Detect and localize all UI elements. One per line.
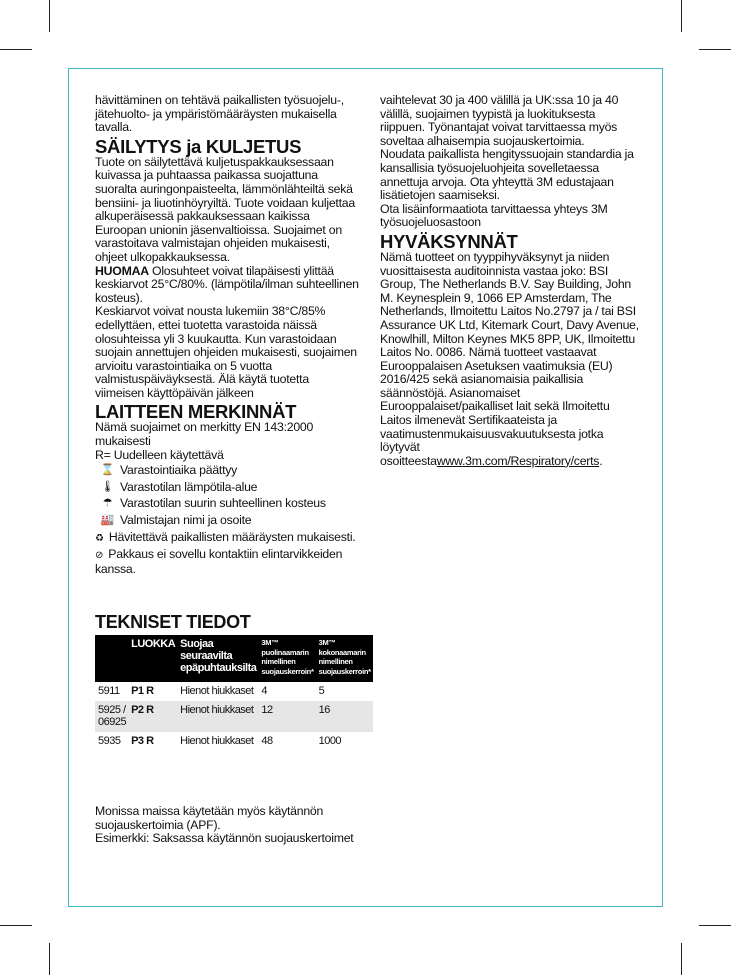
table-cell: 5935 — [98, 735, 121, 747]
table-cell: P2 R — [128, 701, 177, 732]
table-cell: Hienot hiukkaset — [177, 701, 258, 732]
crop-mark — [0, 925, 32, 926]
storage-heading: SÄILYTYS ja KULJETUS — [95, 135, 302, 157]
crop-mark — [681, 0, 682, 32]
no-food-contact-icon: ⊘ — [95, 550, 104, 562]
table-cell: 5911 — [98, 685, 120, 697]
markings-heading: LAITTEEN MERKINNÄT — [95, 401, 297, 423]
note-text: Olosuhteet voivat tilapäisesti ylittää keskiarvot 25°C/80%. (lämpötila/ilman suhteellinen kosteus). — [95, 263, 359, 305]
crop-mark — [49, 943, 50, 975]
symbol-label: Varastotilan lämpötila-alue — [120, 479, 258, 494]
crop-mark — [0, 49, 32, 50]
approvals-end: . — [599, 453, 603, 468]
table-header-cell: LUOKKA — [128, 635, 177, 682]
approvals-paragraph — [380, 251, 640, 469]
symbol-row — [95, 481, 359, 495]
apf-paragraph: Monissa maissa käytetään myös käytännön suojauskertoimia (APF). — [95, 804, 324, 832]
food-contact-text: Pakkaus ei sovellu kontaktiin elintarvikkeiden kanssa. — [95, 547, 343, 576]
symbol-label: Varastointiaika päättyy — [120, 463, 238, 478]
table-cell: 5925 / 06925 — [95, 701, 128, 732]
symbol-label: Valmistajan nimi ja osoite — [120, 513, 252, 528]
table-cell: Hienot hiukkaset — [180, 735, 254, 747]
symbol-row — [95, 497, 359, 511]
technical-data-section — [95, 612, 371, 751]
table-row — [95, 732, 373, 751]
table-row — [95, 701, 373, 732]
table-header-cell: Suojaa seuraavilta epäpuhtauksilta — [177, 635, 258, 682]
note-label: HUOMAA — [95, 263, 149, 278]
apf-continued-paragraph: vaihtelevat 30 ja 400 välillä ja UK:ssa 10 ja 40 välillä, suojaimen tyypistä ja luokituksesta riippuen. Työnantajat voivat tarvittaessa myös soveltaa alhaisempia suojauskertoimia. — [380, 93, 619, 148]
approvals-heading: HYVÄKSYNNÄT — [380, 230, 518, 252]
crop-mark — [49, 0, 50, 32]
symbol-label: Varastotilan suurin suhteellinen kosteus — [120, 496, 326, 511]
table-cell: P1 R — [131, 685, 154, 697]
crop-mark — [699, 925, 731, 926]
food-contact-note — [95, 548, 359, 576]
contact-paragraph: Ota lisäinformaatiota tarvittaessa yhteys 3M työsuojeluosastoon — [380, 201, 608, 230]
table-cell: 4 — [261, 685, 268, 697]
storage-paragraph: Tuote on säilytettävä kuljetuspakkauksessaan kuivassa ja puhtaassa paikassa suojattuna suoralta auringonpaisteelta, lämmönlähteiltä sekä bensiini- ja liuotinhöyryiltä. Tuote voidaan kuljettaa alkuperäisessä pakkauksessaan kaikissa Euroopan unionin jäsenvaltioissa. Suojaimet on varastoitava valmistajan ohjeiden mukaisesti, ohjeet ulkopakkauksessa. — [95, 154, 355, 264]
table-cell: 48 — [261, 735, 273, 747]
disposal-note — [95, 531, 359, 546]
crop-mark — [681, 943, 682, 975]
table-cell: 16 — [316, 701, 373, 732]
table-cell: Hienot hiukkaset — [180, 685, 254, 697]
thermometer-icon: 🌡 — [100, 480, 115, 493]
right-column — [380, 94, 640, 468]
table-header-cell — [95, 635, 128, 682]
symbol-row — [95, 464, 359, 478]
symbol-row — [95, 514, 359, 528]
technical-data-heading: TEKNISET TIEDOT — [95, 612, 251, 632]
hourglass-icon: ⌛ — [100, 464, 115, 477]
apf-example: Esimerkki: Saksassa käytännön suojauskertoimet — [95, 831, 354, 846]
table-cell: 1000 — [318, 735, 342, 747]
intro-paragraph: hävittäminen on tehtävä paikallisten työsuojelu-, jätehuolto- ja ympäristömääräysten mukaisella tavalla. — [95, 93, 344, 135]
table-row — [95, 682, 373, 701]
table-cell: P3 R — [131, 735, 154, 747]
approvals-text: Nämä tuotteet on tyyppihyväksynyt ja niiden vuosittaisesta auditoinnista vastaa joko: BSI Group, The Netherlands B.V. Say Building, John M. Keynesplein 9, 1066 EP Amsterdam, The Netherlands, Ilmoitettu Laitos No.2797 ja / tai BSI Assurance UK Ltd, Kitemark Court, Davy Avenue, Knowlhill, Milton Keynes MK5 8PP, UK, Ilmoitettu Laitos No. 0086. Nämä tuotteet vastaavat Eurooppalaisen Asetuksen vaatimuksia (EU) 2016/425 sekä asianomaisia paikallisia säännöstöjä. Asianomaiset Eurooppalaiset/paikalliset lait sekä Ilmoitettu Laitos ilmenevät Sertifikaateista ja vaatimustenmukaisuusvakuutuksesta jotka löytyvät osoitteesta — [380, 249, 639, 468]
local-standard-paragraph: Noudata paikallista hengityssuojain standardia ja kansallisia työsuojeluohjeita sovelletaessa annettuja arvoja. Ota yhteyttä 3M edustajaan lisätietojen saamiseksi. — [380, 147, 634, 203]
table-header-cell: 3M™ puolinaamarin nimellinen suojauskerroin* — [258, 635, 315, 682]
storage-note — [95, 265, 359, 306]
recycle-icon: ♻ — [95, 532, 104, 544]
table-header-row — [95, 635, 373, 682]
certs-link[interactable]: www.3m.com/Respiratory/certs — [436, 453, 600, 468]
table-cell: 12 — [258, 701, 315, 732]
left-column — [95, 94, 359, 576]
factory-icon: 🏭 — [100, 514, 115, 527]
technical-data-table — [95, 635, 373, 751]
reusable-note: R= Uudelleen käytettävä — [95, 447, 224, 462]
crop-mark — [699, 49, 731, 50]
disposal-text: Hävitettävä paikallisten määräysten mukaisesti. — [105, 529, 356, 544]
markings-paragraph: Nämä suojaimet on merkitty EN 143:2000 mukaisesti — [95, 420, 314, 449]
storage-paragraph-2: Keskiarvot voivat nousta lukemiin 38°C/85% edellyttäen, ettei tuotetta varastoida näissä olosuhteissa yli 3 kuukautta. Kun varastoidaan suojain annettujen ohjeiden mukaisesti, suojaimen arvioitu varastointiaika on 5 vuotta valmistuspäiväyksestä. Älä käytä tuotetta viimeisen käyttöpäivän jälkeen — [95, 304, 357, 400]
humidity-umbrella-icon: ☂ — [102, 497, 113, 510]
table-cell: 5 — [318, 685, 325, 697]
table-header-cell: 3M™ kokonaamarin nimellinen suojauskerroin* — [316, 635, 373, 682]
bottom-text — [95, 805, 359, 846]
